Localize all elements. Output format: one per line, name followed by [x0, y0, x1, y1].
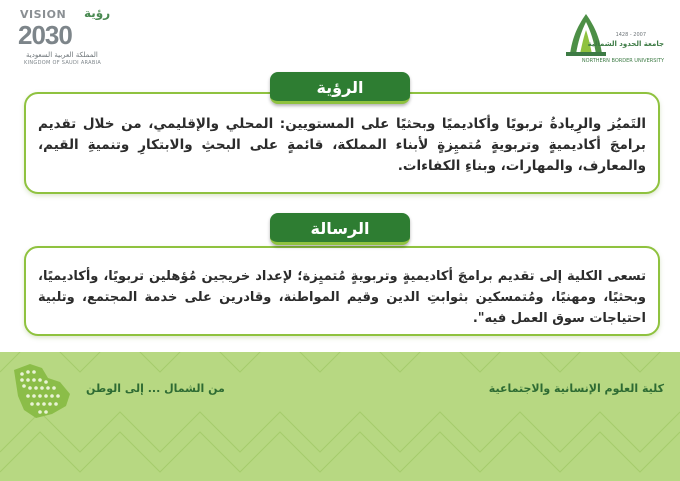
university-emblem-icon	[566, 10, 606, 56]
vision-year: 2030	[18, 20, 72, 50]
vision-title: الرؤية	[270, 72, 410, 104]
vision-word-ar: رؤية	[84, 6, 111, 20]
university-years: 1428 - 2007	[615, 32, 646, 38]
mission-card	[24, 246, 660, 336]
vision-text: التَميُز والرِيادةُ تربويًا وأكاديميًا وبحثيًا على المستويين: المحلي والإقليمي، من خلال تقديم برامجَ أكاديميةٍ وتربويةٍ مُتميِزةٍ لأبناء المملكة، قائمةٍ على البحثِ والابتكارِ وتنميةِ القيم، والمعارف، والمهارات، وبناءِ الكفاءات.	[38, 116, 646, 174]
vision-sub-en: KINGDOM OF SAUDI ARABIA	[24, 60, 102, 66]
footer-slogan: من الشمال ... إلى الوطن	[86, 382, 225, 395]
university-name-en: NORTHERN BORDER UNIVERSITY	[581, 58, 664, 64]
vision-sub-ar: المملكة العربية السعودية	[26, 51, 98, 59]
university-logo	[566, 10, 666, 70]
vision-card	[24, 92, 660, 194]
mission-text: تسعى الكلية إلى تقديم برامجَ أكاديميةٍ وتربويةٍ مُتميِزة؛ لإعداد خريجين مُؤهلين تربويًا، وأكاديميًا، وبحثيًا، ومهنيًا، ومُتمسكين بثوابتِ الدين وقيم المواطنة، وقادرين على خدمة المجتمع، وتلبية احتياجات سوق العمل فيه".	[38, 269, 646, 326]
university-name-ar: جامعة الحدود الشمالية	[587, 40, 664, 48]
saudi-map-icon	[8, 360, 76, 422]
decorative-pattern	[0, 352, 680, 481]
mission-title: الرسالة	[270, 213, 410, 245]
vision-word-en: VISION	[20, 8, 67, 21]
footer-band	[0, 352, 680, 481]
college-name: كلية العلوم الإنسانية والاجتماعية	[488, 382, 664, 395]
vision-2030-logo	[14, 8, 124, 66]
